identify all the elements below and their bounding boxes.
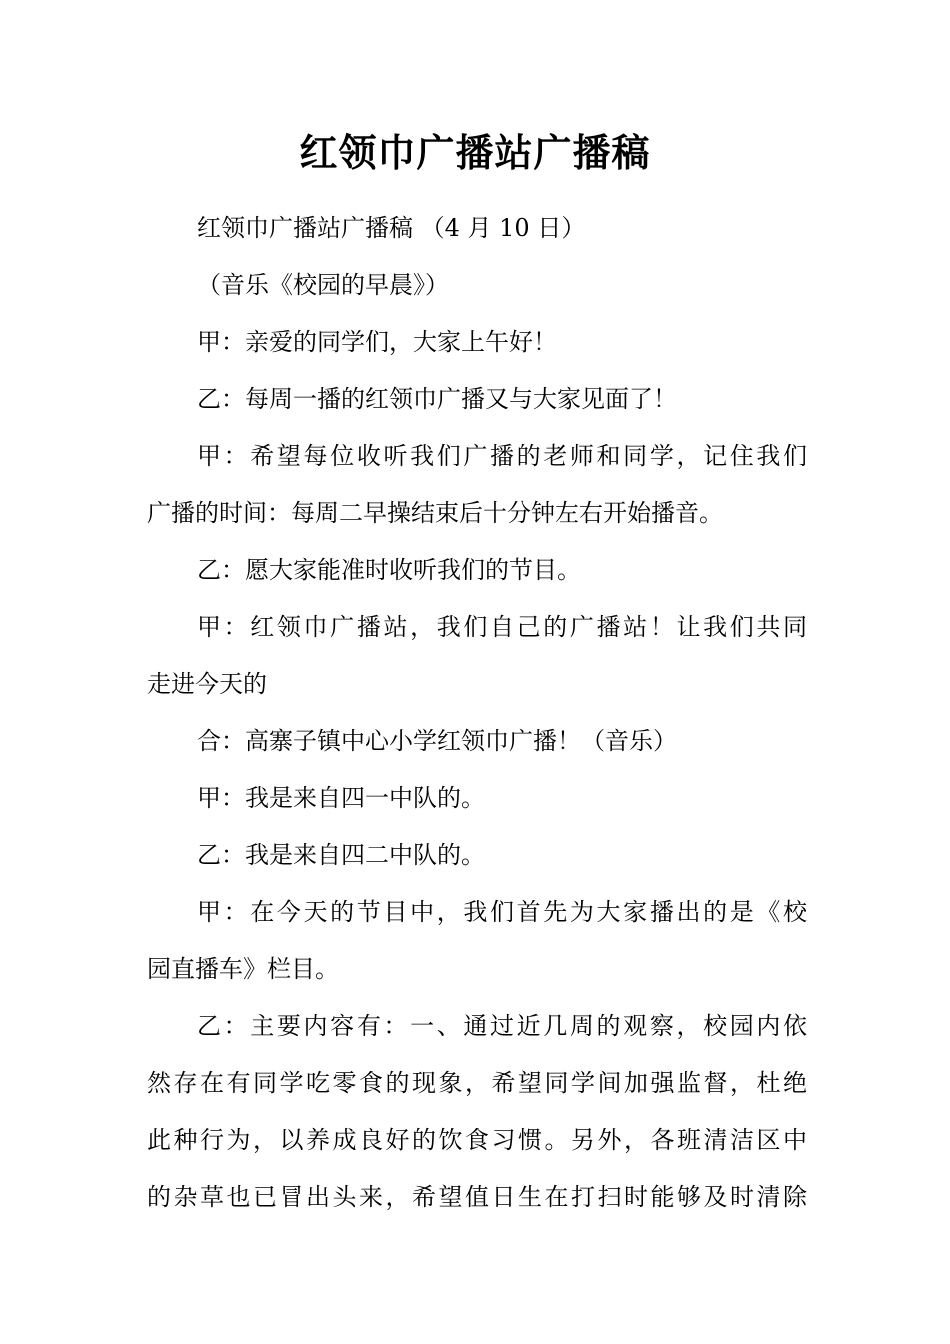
text-line: 乙：主要内容有：一、通过近几周的观察，校园内依 [197,1012,807,1040]
paragraph [147,200,807,257]
paragraph [147,314,807,371]
text-line: 园直播车》栏目。 [147,955,339,983]
text-line: 乙：我是来自四二中队的。 [197,841,485,869]
text-line: 甲：希望每位收听我们广播的老师和同学，记住我们 [197,442,807,470]
text-line: 红领巾广播站广播稿 （4 月 10 日） [197,214,586,242]
text-line: 广播的时间：每周二早操结束后十分钟左右开始播音。 [147,499,723,527]
paragraph [147,998,807,1226]
text-line: 走进今天的 [147,670,267,698]
paragraph [147,713,807,770]
document-title: 红领巾广播站广播稿 [299,130,651,175]
text-line: 甲：在今天的节目中，我们首先为大家播出的是《校 [197,898,807,926]
text-line: 甲：红领巾广播站，我们自己的广播站！让我们共同 [197,613,807,641]
paragraph [147,770,807,827]
paragraph [147,371,807,428]
paragraph [147,542,807,599]
text-line: 然存在有同学吃零食的现象，希望同学间加强监督，杜绝 [147,1069,807,1097]
paragraph [147,827,807,884]
text-line: 的杂草也已冒出头来，希望值日生在打扫时能够及时清除 [147,1183,807,1211]
paragraph [147,884,807,998]
text-line: 乙：愿大家能准时收听我们的节目。 [197,556,581,584]
paragraph [147,428,807,542]
paragraph [147,257,807,314]
text-line: 甲：我是来自四一中队的。 [197,784,485,812]
text-line: 此种行为，以养成良好的饮食习惯。另外，各班清洁区中 [147,1126,807,1154]
text-line: （音乐《校园的早晨》） [197,271,449,299]
text-line: 甲：亲爱的同学们，大家上午好！ [197,328,557,356]
text-line: 合：高寨子镇中心小学红领巾广播！（音乐） [197,727,677,755]
document-body [147,200,807,1226]
paragraph [147,599,807,713]
text-line: 乙：每周一播的红领巾广播又与大家见面了！ [197,385,677,413]
